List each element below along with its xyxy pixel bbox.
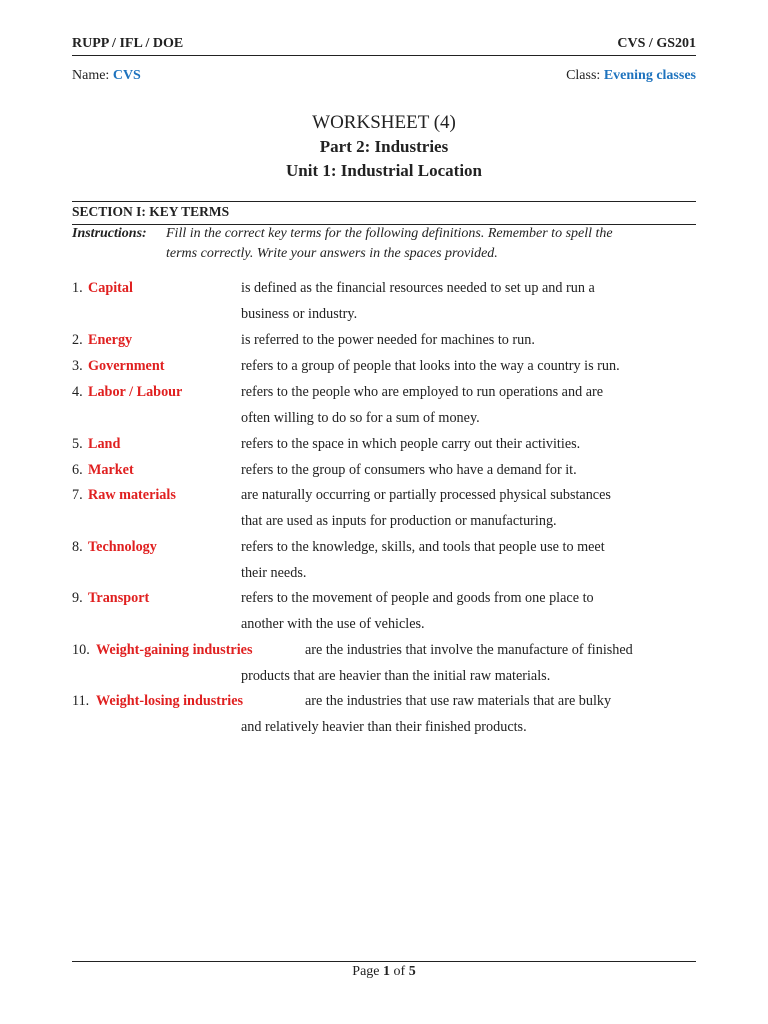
item-term: Transport — [88, 590, 150, 606]
item-number: 9. — [72, 590, 83, 606]
item-term: Labor / Labour — [88, 384, 183, 400]
instructions-line-1: Fill in the correct key terms for the following definitions. Remember to spell the — [166, 226, 613, 241]
item-term: Energy — [88, 332, 133, 348]
item-definition-cont: business or industry. — [241, 306, 358, 322]
item-number: 3. — [72, 358, 83, 374]
header-left: RUPP / IFL / DOE — [72, 36, 184, 51]
instructions-line-2: terms correctly. Write your answers in the spaces provided. — [166, 246, 498, 261]
item-number: 4. — [72, 384, 83, 400]
item-term: Government — [88, 358, 165, 374]
item-term: Raw materials — [88, 487, 176, 503]
page-number: 1 — [383, 964, 391, 979]
unit-title: Unit 1: Industrial Location — [286, 161, 482, 180]
page-header — [72, 36, 696, 52]
page-word: Page — [352, 964, 380, 979]
item-term: Capital — [88, 280, 133, 296]
item-term: Land — [88, 436, 121, 452]
class-value: Evening classes — [603, 68, 696, 83]
name-value: CVS — [112, 68, 141, 83]
worksheet-title: WORKSHEET (4) — [312, 112, 456, 133]
class-field — [566, 68, 696, 84]
instructions-label: Instructions: — [72, 226, 147, 241]
part-title: Part 2: Industries — [319, 137, 449, 156]
item-term: Weight-losing industries — [96, 693, 244, 709]
class-label: Class: — [566, 68, 601, 83]
item-term: Market — [88, 462, 134, 478]
item-definition: refers to the knowledge, skills, and tools that people use to meet — [241, 539, 605, 555]
item-definition: refers to the people who are employed to run operations and are — [241, 384, 604, 400]
item-number: 11. — [72, 693, 90, 709]
footer-rule — [72, 961, 696, 962]
header-right: CVS / GS201 — [617, 36, 696, 51]
page-footer — [0, 964, 768, 980]
item-number: 8. — [72, 539, 83, 555]
name-label: Name: — [72, 68, 110, 83]
item-definition: is referred to the power needed for machines to run. — [241, 332, 535, 348]
section-heading: SECTION I: KEY TERMS — [72, 204, 230, 219]
meta-row — [72, 68, 696, 88]
item-number: 2. — [72, 332, 83, 348]
section-rule-top — [72, 201, 696, 202]
item-definition: refers to the space in which people carry out their activities. — [241, 436, 581, 452]
item-number: 1. — [72, 280, 83, 296]
item-definition-cont: their needs. — [241, 565, 307, 581]
page-total: 5 — [408, 964, 416, 979]
item-number: 5. — [72, 436, 83, 452]
item-number: 10. — [72, 642, 90, 658]
item-number: 7. — [72, 487, 83, 503]
item-term: Weight-gaining industries — [96, 642, 253, 658]
item-definition: refers to the group of consumers who have a demand for it. — [241, 462, 577, 478]
item-number: 6. — [72, 462, 83, 478]
name-field — [72, 68, 141, 84]
item-definition: refers to the movement of people and goods from one place to — [241, 590, 594, 606]
item-definition-cont: products that are heavier than the initial raw materials. — [241, 668, 551, 684]
item-definition: are naturally occurring or partially processed physical substances — [241, 487, 611, 503]
item-definition-cont: another with the use of vehicles. — [241, 616, 425, 632]
item-definition: are the industries that involve the manufacture of finished — [305, 642, 633, 658]
item-definition-cont: often willing to do so for a sum of money. — [241, 410, 480, 426]
of-word: of — [393, 964, 406, 979]
item-definition: are the industries that use raw materials that are bulky — [305, 693, 612, 709]
item-definition: refers to a group of people that looks into the way a country is run. — [241, 358, 620, 374]
item-definition: is defined as the financial resources needed to set up and run a — [241, 280, 595, 296]
header-rule — [72, 55, 696, 56]
item-definition-cont: and relatively heavier than their finished products. — [241, 719, 527, 735]
item-term: Technology — [88, 539, 157, 555]
item-definition-cont: that are used as inputs for production or manufacturing. — [241, 513, 557, 529]
section-rule-bottom — [72, 224, 696, 225]
